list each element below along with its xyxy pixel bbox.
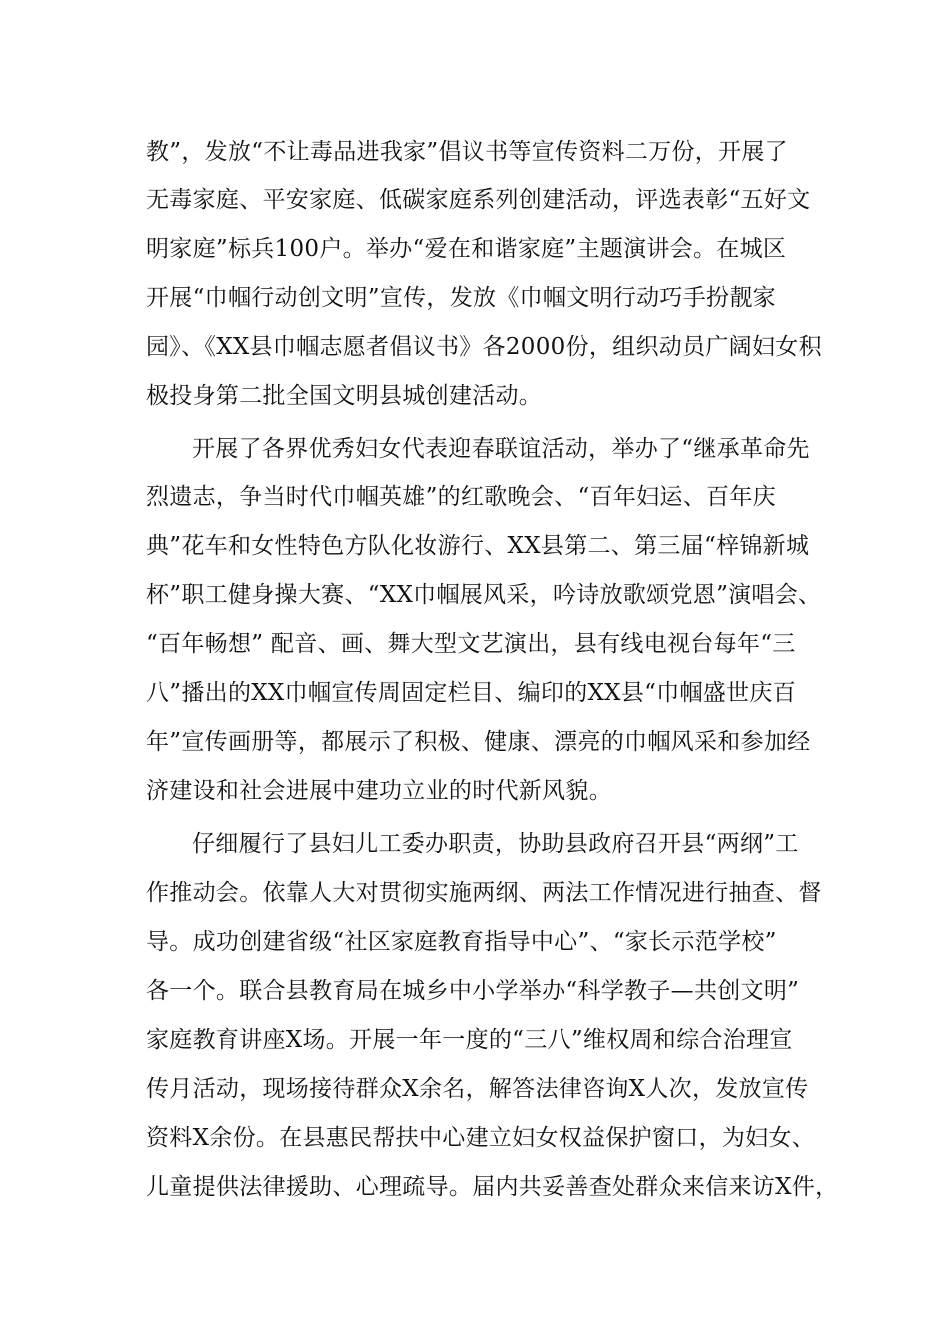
- paragraph-2-line-6: 八”播出的XX巾帼宣传周固定栏目、编印的XX县“巾帼盛世庆百: [146, 680, 797, 706]
- paragraph-1-line-1: 教”，发放“不让毒品进我家”倡议书等宣传资料二万份，开展了: [146, 139, 788, 165]
- paragraph-1-line-6: 极投身第二批全国文明县城创建活动。: [146, 383, 543, 409]
- paragraph-2-line-2: 烈遗志，争当时代巾帼英雄”的红歌晚会、“百年妇运、百年庆: [146, 484, 776, 510]
- paragraph-1-line-5: 园》、《XX县巾帼志愿者倡议书》各2000份，组织动员广阔妇女积: [146, 334, 822, 360]
- paragraph-3-line-5: 家庭教育讲座X场。开展一年一度的“三八”维权周和综合治理宣: [146, 1027, 793, 1053]
- paragraph-3-line-1: 仔细履行了县妇儿工委办职责，协助县政府召开县“两纲”工: [192, 831, 799, 857]
- paragraph-2-line-4: 杯”职工健身操大赛、“XX巾帼展风采，吟诗放歌颂党恩”演唱会、: [146, 582, 822, 608]
- paragraph-2-line-7: 年”宣传画册等，都展示了积极、健康、漂亮的巾帼风采和参加经: [146, 729, 811, 755]
- paragraph-3-line-6: 传月活动，现场接待群众X余名，解答法律咨询X人次，发放宣传: [146, 1076, 809, 1102]
- paragraph-1-line-4: 开展“巾帼行动创文明”宣传，发放《巾帼文明行动巧手扮靓家: [146, 285, 776, 311]
- paragraph-1-line-2: 无毒家庭、平安家庭、低碳家庭系列创建活动，评选表彰“五好文: [146, 187, 811, 213]
- paragraph-3-line-8: 儿童提供法律援助、心理疏导。届内共妥善查处群众来信来访X件，: [146, 1174, 839, 1200]
- paragraph-2-line-8: 济建设和社会进展中建功立业的时代新风貌。: [146, 778, 612, 804]
- paragraph-3-line-3: 导。成功创建省级“社区家庭教育指导中心”、“家长示范学校”: [146, 929, 777, 955]
- paragraph-2-line-3: 典”花车和女性特色方队化妆游行、XX县第二、第三届“梓锦新城: [146, 533, 810, 559]
- paragraph-2-line-5: “百年畅想” 配音、画、舞大型文艺演出，县有线电视台每年“三: [146, 631, 796, 657]
- paragraph-3-line-7: 资料X余份。在县惠民帮扶中心建立妇女权益保护窗口，为妇女、: [146, 1125, 816, 1151]
- paragraph-3-line-4: 各一个。联合县教育局在城乡中小学举办“科学教子—共创文明”: [146, 978, 800, 1004]
- paragraph-3-line-2: 作推动会。依靠人大对贯彻实施两纲、两法工作情况进行抽查、督: [146, 880, 822, 906]
- paragraph-2-line-1: 开展了各界优秀妇女代表迎春联谊活动，举办了“继承革命先: [192, 436, 810, 462]
- paragraph-1-line-3: 明家庭”标兵100户。举办“爱在和谐家庭”主题演讲会。在城区: [146, 236, 787, 262]
